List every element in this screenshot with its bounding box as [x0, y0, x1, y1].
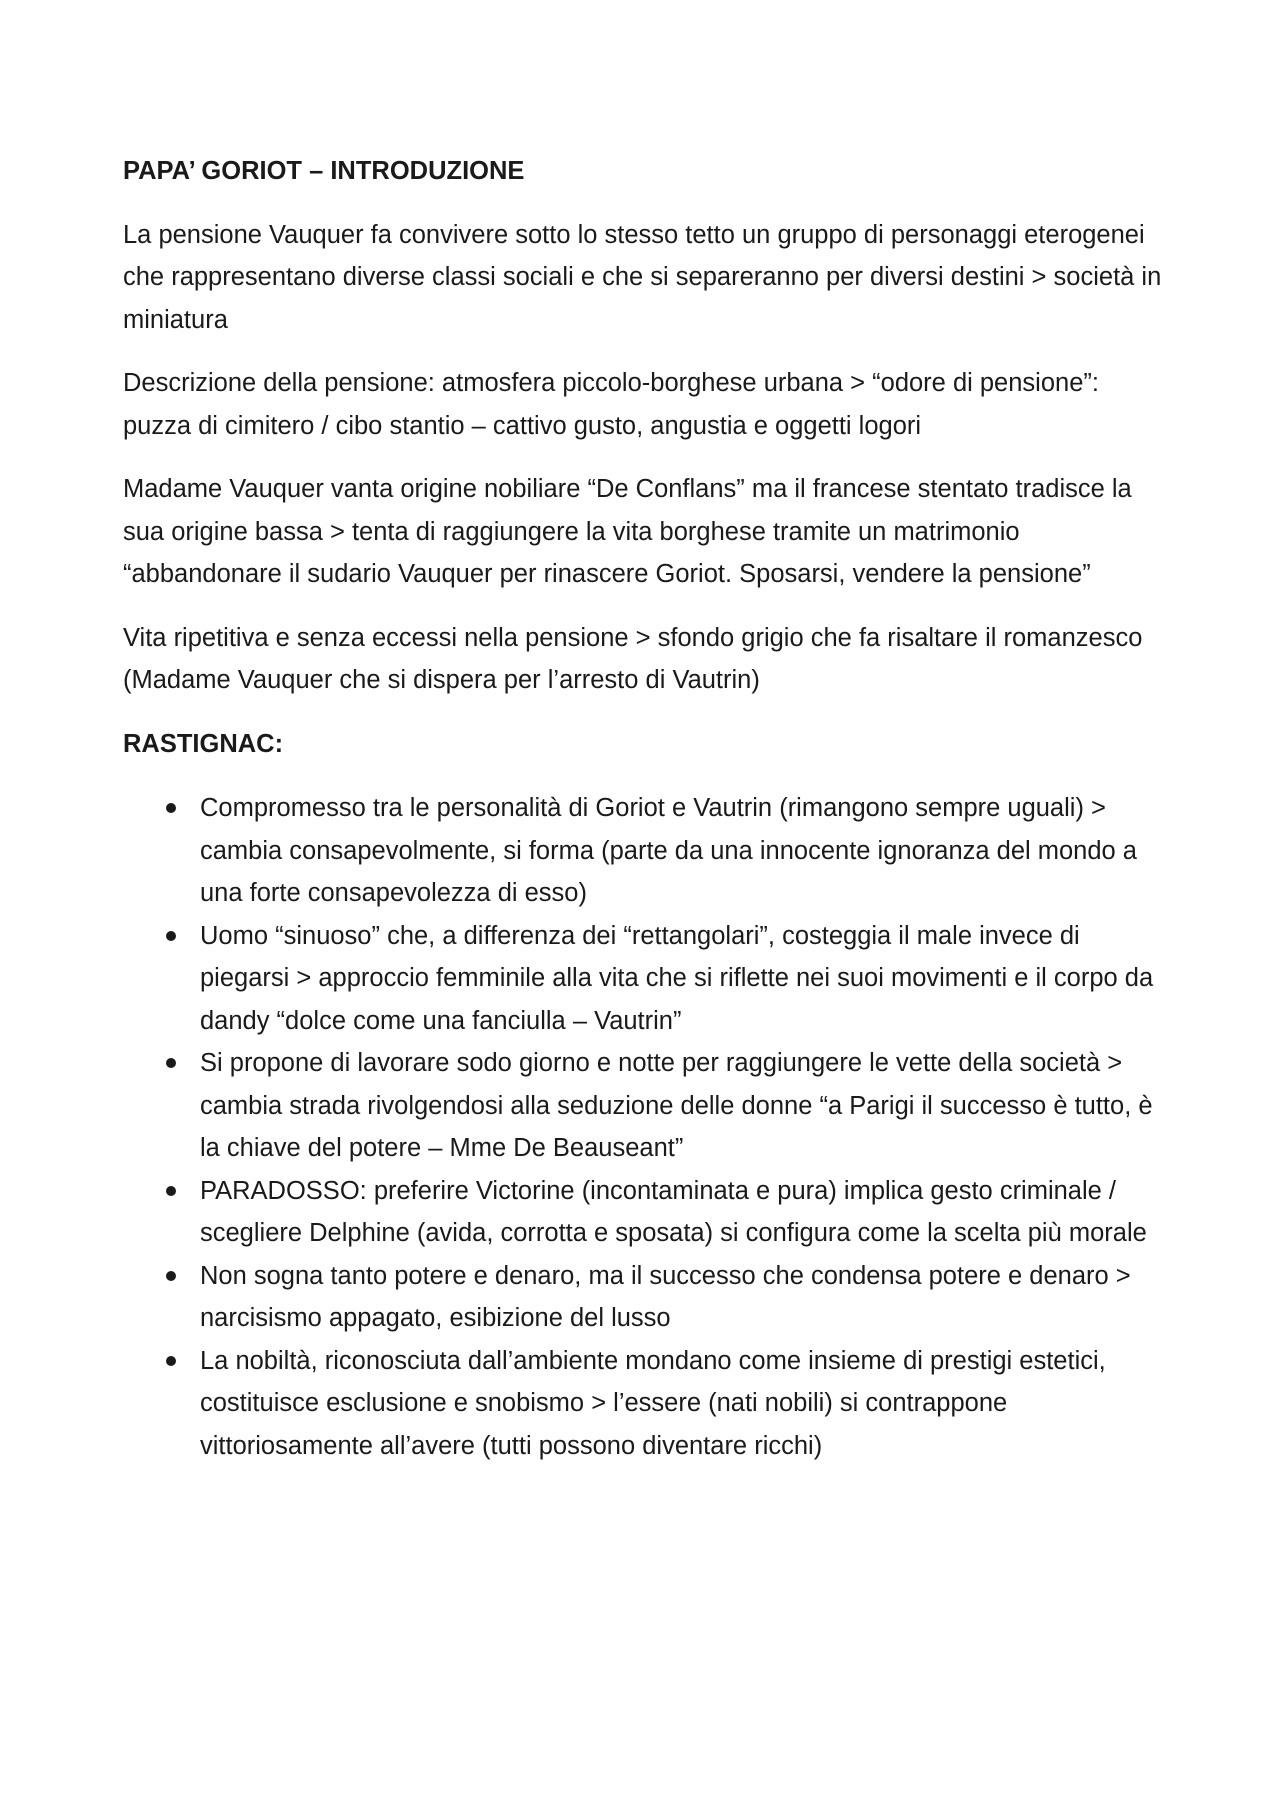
list-item — [123, 1042, 1168, 1170]
bullet-icon — [166, 1186, 176, 1196]
list-item — [123, 1340, 1168, 1468]
list-item-text: PARADOSSO: preferire Victorine (incontaminata e pura) implica gesto criminale / scegliere Delphine (avida, corrotta e sposata) si configura come la scelta più morale — [200, 1176, 1147, 1247]
paragraph-madame-vauquer: Madame Vauquer vanta origine nobiliare “De Conflans” ma il francese stentato tradisce la sua origine bassa > tenta di raggiungere la vita borghese tramite un matrimonio “abbandonare il sudario Vauquer per rinascere Goriot. Sposarsi, vendere la pensione” — [123, 475, 1132, 588]
rastignac-bullet-list — [123, 787, 1168, 1467]
paragraph-vita-ripetitiva: Vita ripetitiva e senza eccessi nella pensione > sfondo grigio che fa risaltare il romanzesco (Madame Vauquer che si dispera per l’arresto di Vautrin) — [123, 623, 1143, 694]
list-item-text: La nobiltà, riconosciuta dall’ambiente mondano come insieme di prestigi estetici, costituisce esclusione e snobismo > l’essere (nati nobili) si contrappone vittoriosamente all’avere (tutti possono diventare ricchi) — [200, 1346, 1106, 1460]
list-item-text: Uomo “sinuoso” che, a differenza dei “rettangolari”, costeggia il male invece di piegarsi > approccio femminile alla vita che si riflette nei suoi movimenti e il corpo da dandy “dolce come una fanciulla – Vautrin” — [200, 921, 1154, 1035]
bullet-icon — [166, 1058, 176, 1068]
section-heading-rastignac: RASTIGNAC: — [123, 729, 284, 758]
bullet-icon — [166, 1356, 176, 1366]
bullet-icon — [166, 803, 176, 813]
list-item — [123, 787, 1168, 915]
list-item — [123, 1170, 1168, 1255]
bullet-icon — [166, 931, 176, 941]
document-title: PAPA’ GORIOT – INTRODUZIONE — [123, 157, 525, 185]
list-item — [123, 915, 1168, 1043]
list-item-text: Compromesso tra le personalità di Goriot e Vautrin (rimangono sempre uguali) > cambia consapevolmente, si forma (parte da una innocente ignoranza del mondo a una forte consapevolezza di esso) — [200, 794, 1137, 907]
list-item — [123, 1255, 1168, 1340]
paragraph-descrizione-pensione: Descrizione della pensione: atmosfera piccolo-borghese urbana > “odore di pensione”: puzza di cimitero / cibo stantio – cattivo gusto, angustia e oggetti logori — [123, 369, 1099, 440]
document-page — [123, 150, 1168, 1467]
list-item-text: Non sogna tanto potere e denaro, ma il successo che condensa potere e denaro > narcisismo appagato, esibizione del lusso — [200, 1261, 1131, 1332]
list-item-text: Si propone di lavorare sodo giorno e notte per raggiungere le vette della società > cambia strada rivolgendosi alla seduzione delle donne “a Parigi il successo è tutto, è la chiave del potere – Mme De Beauseant” — [200, 1049, 1153, 1162]
paragraph-pensione-vauquer: La pensione Vauquer fa convivere sotto lo stesso tetto un gruppo di personaggi eterogenei che rappresentano diverse classi sociali e che si separeranno per diversi destini > società in miniatura — [123, 220, 1162, 334]
bullet-icon — [166, 1271, 176, 1281]
